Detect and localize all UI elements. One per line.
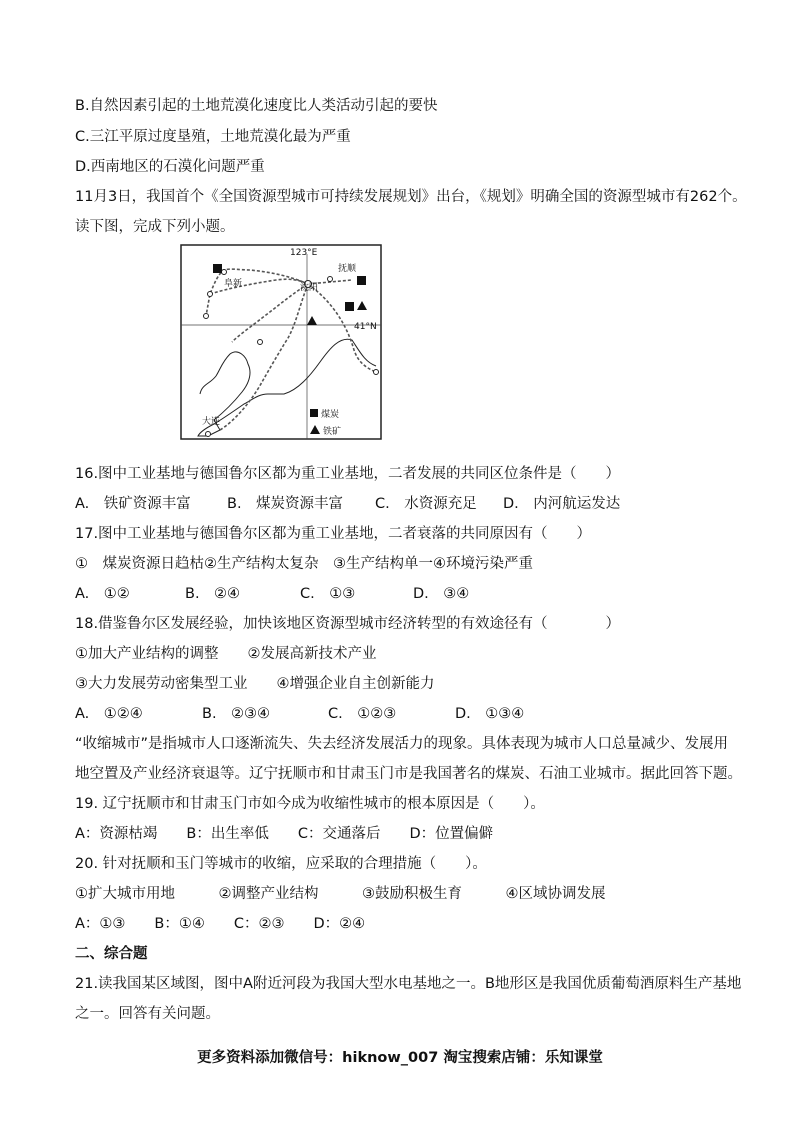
option-d: D. ①③④ xyxy=(455,706,525,722)
question-20: 20. 针对抚顺和玉门等城市的收缩，应采取的合理措施（ ）。 xyxy=(75,856,487,872)
option-d: D. 内河航运发达 xyxy=(503,496,621,512)
intro-line-2: 读下图，完成下列小题。 xyxy=(75,219,235,235)
question-16: 16.图中工业基地与德国鲁尔区都为重工业基地，二者发展的共同区位条件是（ ） xyxy=(75,466,621,482)
coal-icon xyxy=(345,302,354,311)
option-b: B. 煤炭资源丰富 xyxy=(227,496,344,512)
option-d: D. ③④ xyxy=(413,586,470,602)
option-b-line: B.自然因素引起的土地荒漠化速度比人类活动引起的要快 xyxy=(75,98,438,114)
option-a: A. ①② xyxy=(75,586,130,602)
question-17: 17.图中工业基地与德国鲁尔区都为重工业基地，二者衰落的共同原因有（ ） xyxy=(75,526,592,542)
question-19-options: A：资源枯竭 B：出生率低 C：交通落后 D：位置偏僻 xyxy=(75,826,494,842)
latitude-label: 41°N xyxy=(354,322,377,332)
coal-icon xyxy=(357,276,366,285)
option-c-line: C.三江平原过度垦殖，土地荒漠化最为严重 xyxy=(75,129,351,145)
option-b: B. ②④ xyxy=(185,586,241,602)
option-b: B. ②③④ xyxy=(202,706,271,722)
question-20-options: A：①③ B：①④ C：②③ D：②④ xyxy=(75,916,366,932)
option-a: A. ①②④ xyxy=(75,706,143,722)
option-c: C. ①③ xyxy=(300,586,356,602)
coal-icon xyxy=(310,409,318,417)
question-18: 18.借鉴鲁尔区发展经验，加快该地区资源型城市经济转型的有效途径有（ ） xyxy=(75,616,621,632)
section-heading: 二、综合题 xyxy=(75,946,148,962)
city-label-shenyang: 沈阳 xyxy=(300,283,319,293)
question-21-line-1: 21.读我国某区域图，图中A附近河段为我国大型水电基地之一。B地形区是我国优质葡萄酒原料生产基地 xyxy=(75,976,742,992)
question-18-item-1: ①加大产业结构的调整 ②发展高新技术产业 xyxy=(75,646,377,662)
legend-coal-label: 煤炭 xyxy=(321,410,340,420)
liaoning-map xyxy=(180,244,382,440)
city-label-fushun: 抚顺 xyxy=(338,264,357,274)
city-label-dalian: 大连 xyxy=(202,417,221,427)
paragraph-line-2: 地空置及产业经济衰退等。辽宁抚顺市和甘肃玉门市是我国著名的煤炭、石油工业城市。据此回答下题。 xyxy=(75,766,742,782)
question-19: 19. 辽宁抚顺市和甘肃玉门市如今成为收缩性城市的根本原因是（ ）。 xyxy=(75,796,545,812)
question-17-items: ① 煤炭资源日趋枯②生产结构太复杂 ③生产结构单一④环境污染严重 xyxy=(75,556,533,572)
question-21-line-2: 之一。回答有关问题。 xyxy=(75,1006,220,1022)
question-20-items: ①扩大城市用地 ②调整产业结构 ③鼓励积极生育 ④区域协调发展 xyxy=(75,886,606,902)
option-d-line: D.西南地区的石漠化问题严重 xyxy=(75,159,265,175)
option-a: A. 铁矿资源丰富 xyxy=(75,496,191,512)
legend-iron-label: 铁矿 xyxy=(323,427,342,437)
footer: 更多资料添加微信号：hiknow_007 淘宝搜索店铺：乐知课堂 xyxy=(197,1050,603,1066)
intro-line-1: 11月3日，我国首个《全国资源型城市可持续发展规划》出台，《规划》明确全国的资源型城市有262个。 xyxy=(75,189,747,205)
paragraph-line-1: “收缩城市”是指城市人口逐渐流失、失去经济发展活力的现象。具体表现为城市人口总量减少、发展用 xyxy=(75,736,729,752)
option-c: C. 水资源充足 xyxy=(375,496,477,512)
longitude-label: 123°E xyxy=(290,248,318,258)
option-c: C. ①②③ xyxy=(328,706,397,722)
city-label-fuxin: 阜新 xyxy=(224,279,243,289)
question-18-item-2: ③大力发展劳动密集型工业 ④增强企业自主创新能力 xyxy=(75,676,435,692)
coal-icon xyxy=(213,264,222,273)
